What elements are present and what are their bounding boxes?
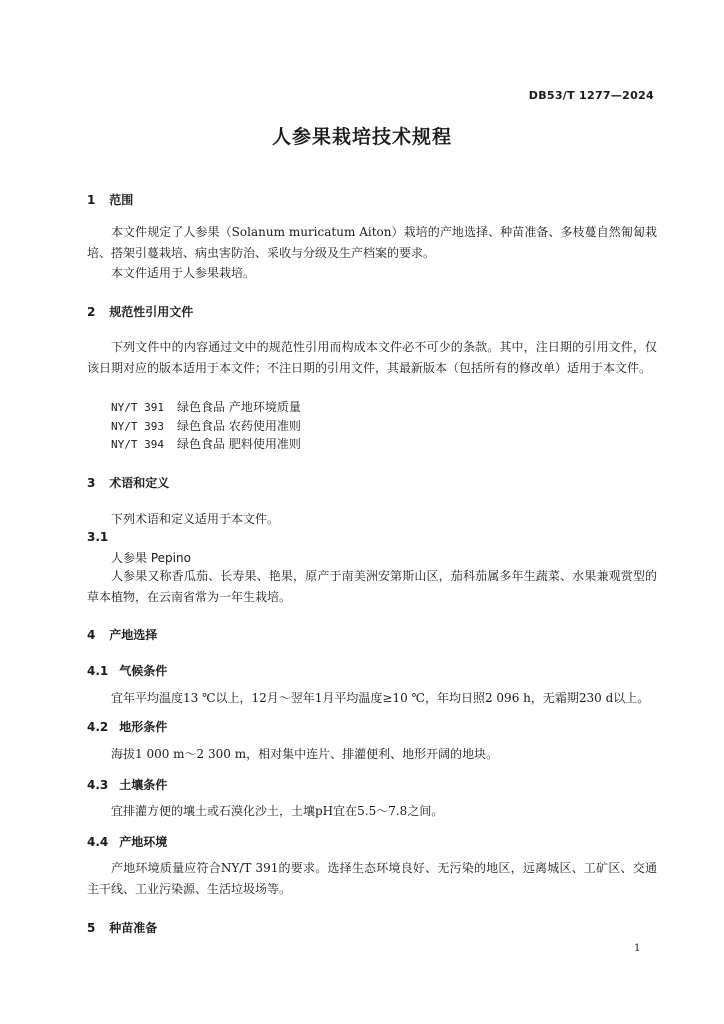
page-number: 1 (634, 943, 641, 954)
subsection-title: 气候条件 (119, 664, 168, 678)
section-number: 2 (87, 305, 96, 319)
reference-title: 绿色食品 肥料使用准则 (177, 437, 301, 451)
subsection-4-3-heading (87, 776, 167, 793)
section-3-paragraph-1: 下列术语和定义适用于本文件。 (111, 512, 280, 526)
subsection-4-3-text: 宜排灌方便的壤土或石漠化沙土，土壤pH宜在5.5～7.8之间。 (111, 804, 444, 818)
section-5-heading (87, 919, 157, 936)
section-title: 种苗准备 (109, 921, 158, 935)
subsection-4-2-text: 海拔1 000 m～2 300 m，相对集中连片、排灌便利、地形开阔的地块。 (111, 747, 499, 761)
section-title: 范围 (109, 193, 134, 207)
reference-code: NY/T 393 (111, 420, 164, 433)
section-2-paragraph-1: 下列文件中的内容通过文中的规范性引用而构成本文件必不可少的条款。其中，注日期的引用文件，仅该日期对应的版本适用于本文件；不注日期的引用文件，其最新版本（包括所有的修改单）适用于本文件。 (87, 340, 657, 375)
term-definition: 人参果又称香瓜茄、长寿果、艳果，原产于南美洲安第斯山区，茄科茄属多年生蔬菜、水果兼观赏型的草本植物，在云南省常为一年生栽培。 (87, 569, 657, 604)
subsection-4-2-heading (87, 718, 167, 735)
section-1-paragraph-2: 本文件适用于人参果栽培。 (111, 266, 256, 280)
subsection-4-1-text: 宜年平均温度13 ℃以上，12月～翌年1月平均温度≥10 ℃，年均日照2 096 h，无霜期230 d以上。 (111, 691, 650, 705)
section-1-paragraph-1: 本文件规定了人参果（Solanum muricatum Aiton）栽培的产地选择、种苗准备、多枝蔓自然匍匐栽培、搭架引蔓栽培、病虫害防治、采收与分级及生产档案的要求。 (87, 225, 657, 260)
reference-item (111, 434, 301, 455)
subsection-4-4-text: 产地环境质量应符合NY/T 391的要求。选择生态环境良好、无污染的地区，远离城区、工矿区、交通主干线、工业污染源、生活垃圾场等。 (87, 861, 657, 896)
section-4-heading (87, 626, 157, 643)
document-title: 人参果栽培技术规程 (271, 126, 452, 148)
subsection-number: 4.1 (87, 664, 109, 678)
subsection-title: 地形条件 (119, 720, 168, 734)
section-2-heading (87, 303, 193, 320)
subsection-title: 土壤条件 (119, 778, 168, 792)
reference-title: 绿色食品 农药使用准则 (177, 419, 301, 433)
section-number: 1 (87, 193, 96, 207)
section-number: 5 (87, 921, 96, 935)
section-title: 术语和定义 (109, 476, 170, 490)
reference-code: NY/T 391 (111, 401, 164, 414)
subsection-title: 产地环境 (119, 835, 168, 849)
subsection-number: 4.2 (87, 720, 109, 734)
term-number: 3.1 (87, 530, 109, 544)
section-title: 规范性引用文件 (109, 305, 194, 319)
section-3-heading (87, 474, 169, 491)
term-name: 人参果 Pepino (111, 551, 191, 565)
reference-code: NY/T 394 (111, 438, 164, 451)
subsection-number: 4.3 (87, 778, 109, 792)
reference-item (111, 397, 301, 418)
subsection-4-1-heading (87, 662, 167, 679)
standard-code: DB53/T 1277—2024 (528, 89, 654, 102)
section-title: 产地选择 (109, 628, 158, 642)
section-number: 3 (87, 476, 96, 490)
subsection-4-4-heading (87, 833, 167, 850)
subsection-number: 4.4 (87, 835, 109, 849)
reference-title: 绿色食品 产地环境质量 (177, 400, 301, 414)
section-number: 4 (87, 628, 96, 642)
section-1-heading (87, 191, 133, 208)
